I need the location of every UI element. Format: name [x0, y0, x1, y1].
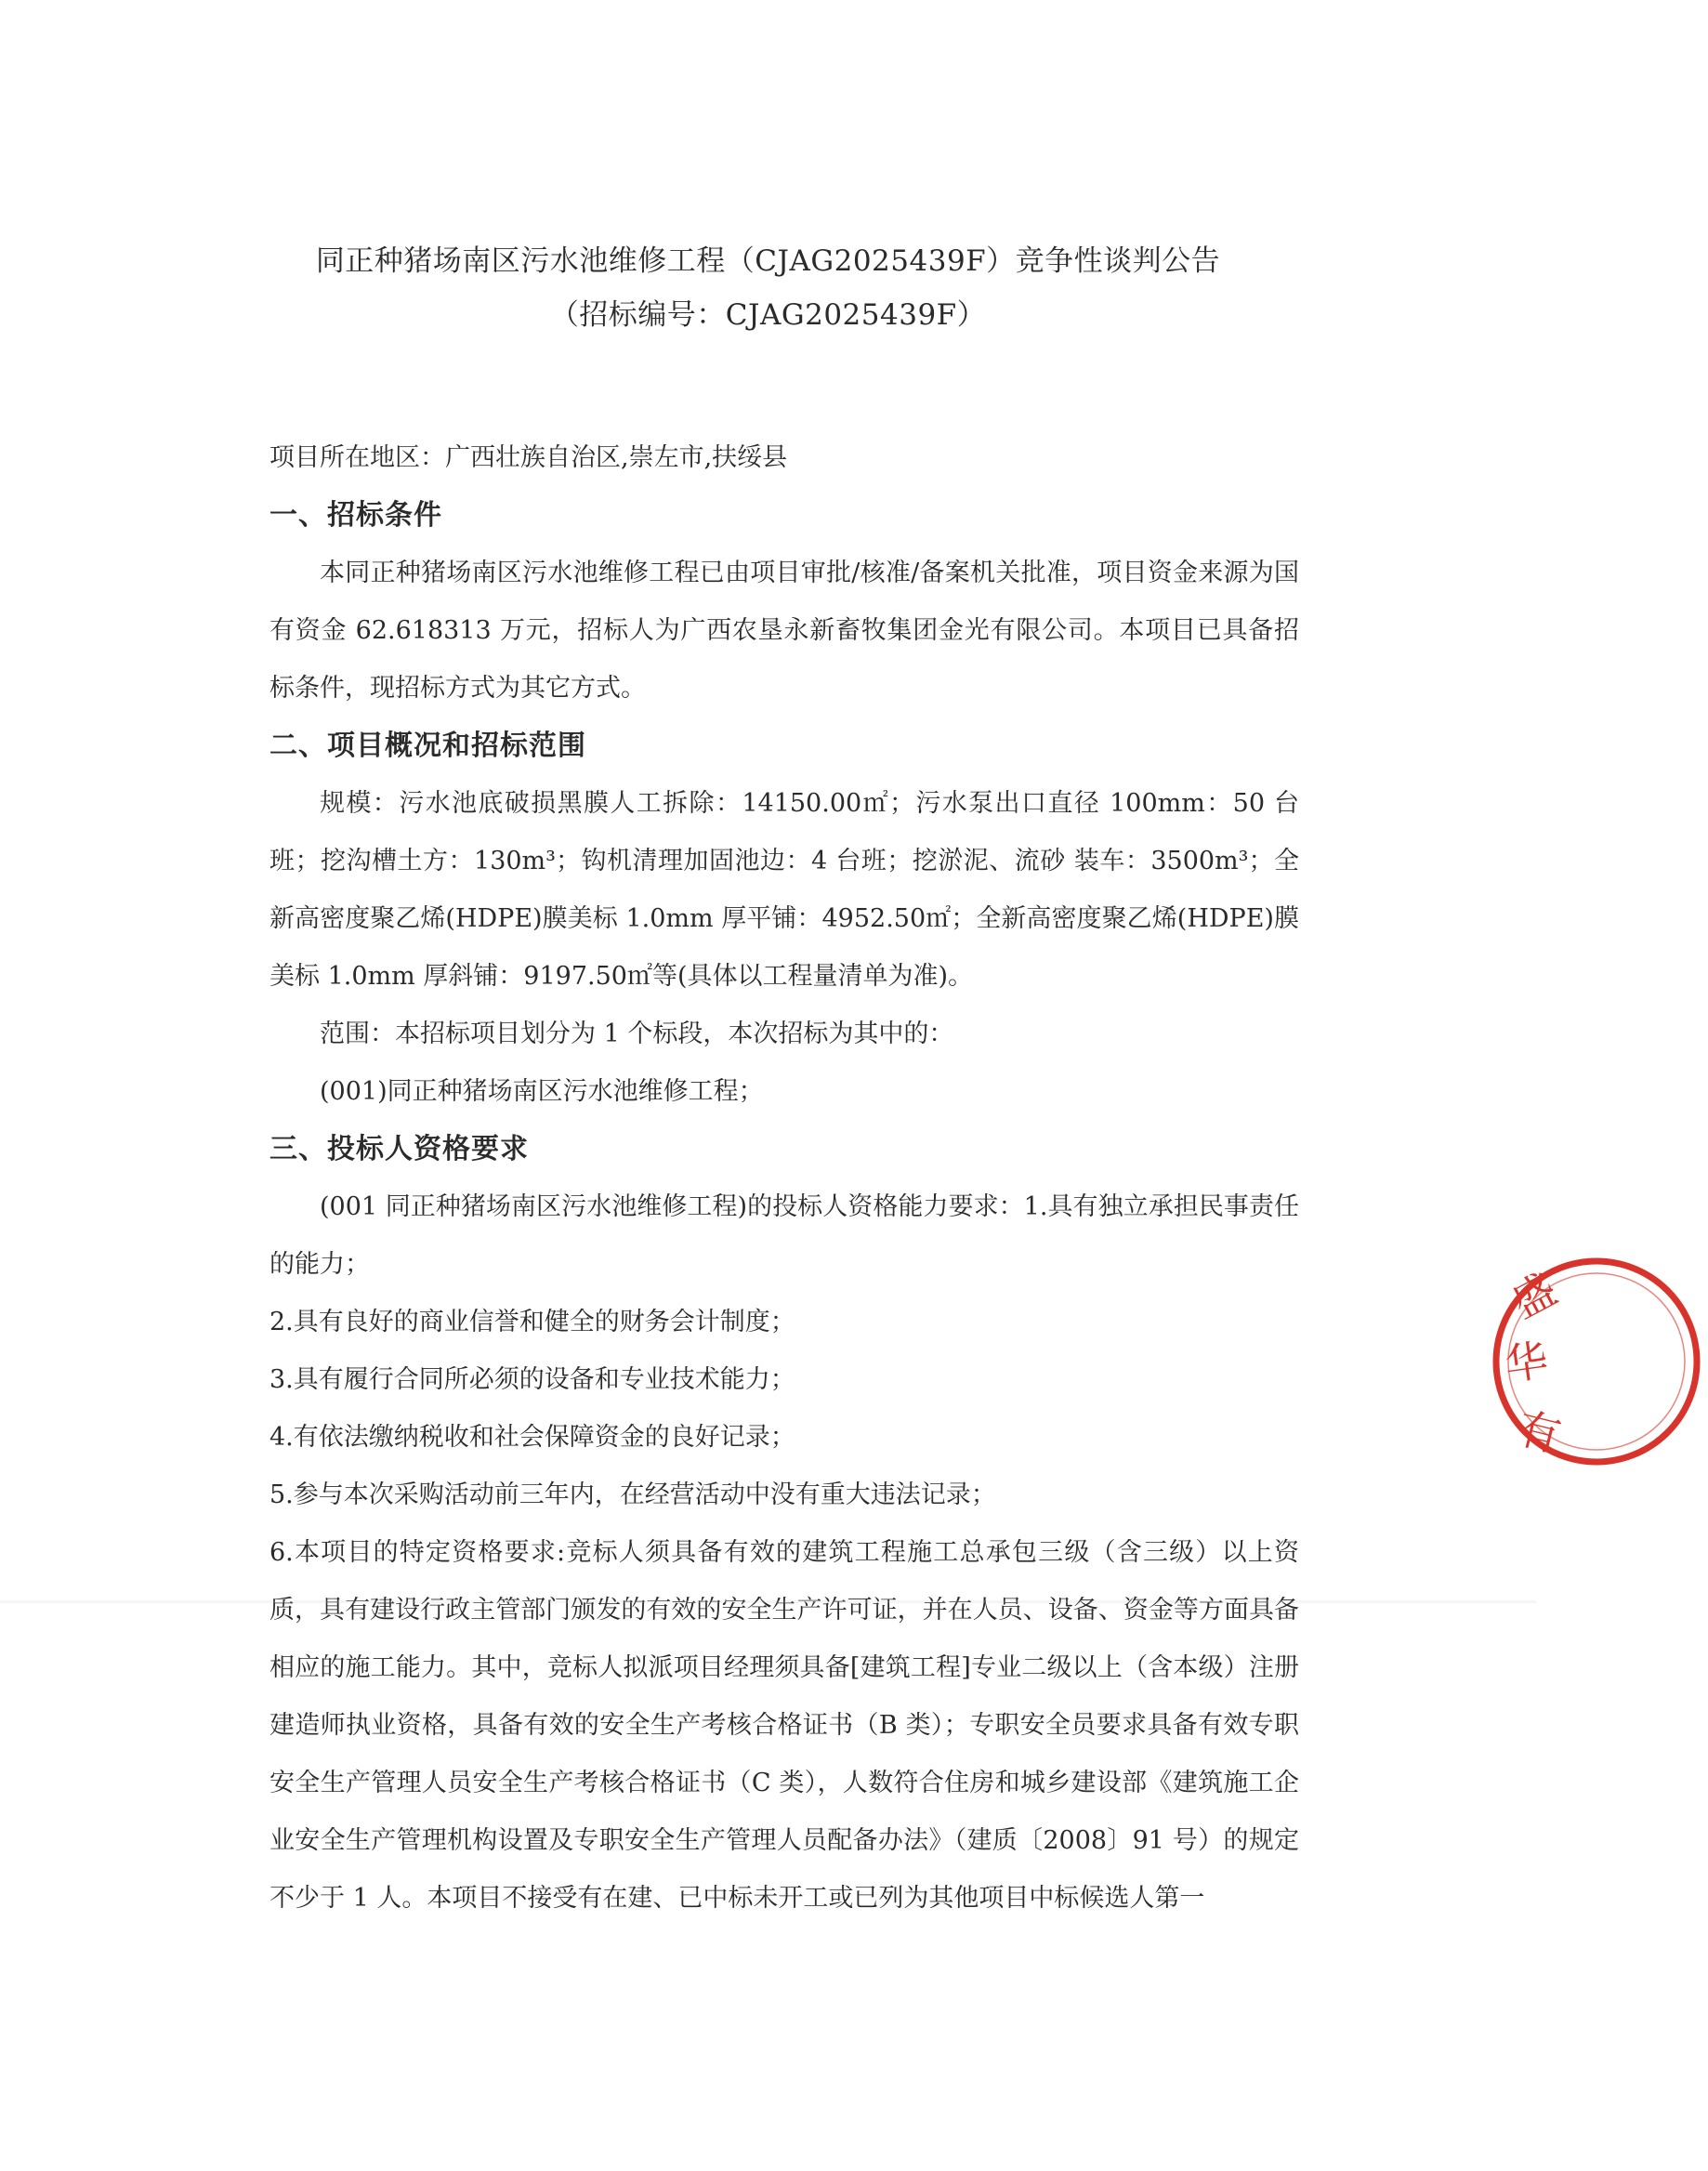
title-block — [186, 234, 1350, 342]
document-body — [269, 429, 1299, 1928]
seal-char-2: 华 — [1502, 1335, 1552, 1390]
section-heading-tender-conditions: 一、招标条件 — [269, 499, 442, 532]
section-heading-bidder-qualifications: 三、投标人资格要求 — [269, 1133, 529, 1165]
project-location: 项目所在地区：广西壮族自治区,崇左市,扶绥县 — [269, 443, 788, 472]
tender-number: （招标编号：CJAG2025439F） — [549, 298, 987, 332]
seal-char-3: 有 — [1512, 1402, 1567, 1462]
qualification-intro: (001 同正种猪场南区污水池维修工程)的投标人资格能力要求：1.具有独立承担民事责任的能力； — [269, 1192, 1299, 1279]
project-scale-paragraph: 规模：污水池底破损黑膜人工拆除：14150.00㎡；污水泵出口直径 100mm：50 台班；挖沟槽土方：130m³；钩机清理加固池边：4 台班；挖淤泥、流砂 装车：3500m³；全新高密度聚乙烯(HDPE)膜美标 1.0mm 厚平铺：4952.50㎡；全新高密度聚乙烯(HDPE)膜美标 1.0mm 厚斜铺：9197.50㎡等(具体以工程量清单为准)。 — [269, 789, 1299, 991]
seal-char-1: 盛 — [1503, 1263, 1565, 1328]
qualification-item: 3.具有履行合同所必须的设备和专业技术能力； — [269, 1365, 795, 1394]
official-seal-stamp — [1485, 1250, 1708, 1473]
qualification-item-specific: 6.本项目的特定资格要求:竞标人须具备有效的建筑工程施工总承包三级（含三级）以上资质，具有建设行政主管部门颁发的有效的安全生产许可证，并在人员、设备、资金等方面具备相应的施工能力。其中，竞标人拟派项目经理须具备[建筑工程]专业二级以上（含本级）注册建造师执业资格，具备有效的安全生产考核合格证书（B 类）；专职安全员要求具备有效专职安全生产管理人员安全生产考核合格证书（C 类），人数符合住房和城乡建设部《建筑施工企业安全生产管理机构设置及专职安全生产管理人员配备办法》（建质〔2008〕91 号）的规定不少于 1 人。本项目不接受有在建、已中标未开工或已列为其他项目中标候选人第一 — [269, 1538, 1299, 1913]
qualification-item: 4.有依法缴纳税收和社会保障资金的良好记录； — [269, 1423, 795, 1452]
tender-conditions-paragraph: 本同正种猪场南区污水池维修工程已由项目审批/核准/备案机关批准，项目资金来源为国有资金 62.618313 万元，招标人为广西农垦永新畜牧集团金光有限公司。本项目已具备招标条件，现招标方式为其它方式。 — [269, 559, 1299, 703]
qualification-item: 5.参与本次采购活动前三年内，在经营活动中没有重大违法记录； — [269, 1480, 996, 1509]
qualification-item: 2.具有良好的商业信誉和健全的财务会计制度； — [269, 1308, 795, 1336]
tender-scope-paragraph: 范围：本招标项目划分为 1 个标段，本次招标为其中的： — [320, 1020, 954, 1048]
tender-lot-item: (001)同正种猪场南区污水池维修工程； — [320, 1077, 764, 1106]
document-title: 同正种猪场南区污水池维修工程（CJAG2025439F）竞争性谈判公告 — [315, 244, 1221, 278]
scan-artifact-line — [0, 1600, 1536, 1603]
section-heading-project-overview: 二、项目概况和招标范围 — [269, 730, 586, 762]
